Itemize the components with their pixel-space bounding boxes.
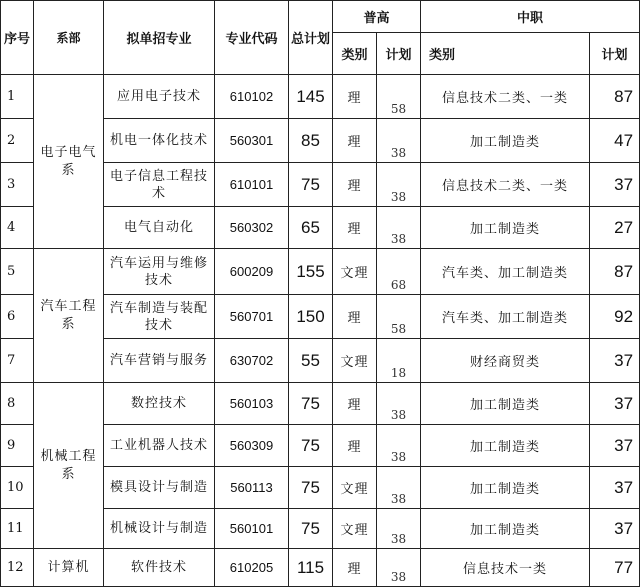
general-type: 理 [333, 383, 377, 425]
dept-cell: 汽车工程系 [34, 249, 104, 383]
major-name: 电气自动化 [104, 207, 215, 249]
table-row [1, 549, 640, 587]
general-plan: 38 [377, 163, 421, 207]
row-index: 4 [1, 207, 34, 249]
header-dept: 系部 [34, 1, 104, 75]
total-plan: 85 [289, 119, 333, 163]
major-code: 610102 [215, 75, 289, 119]
general-plan: 38 [377, 509, 421, 549]
total-plan: 155 [289, 249, 333, 295]
voc-plan: 77 [590, 549, 640, 587]
row-index: 9 [1, 425, 34, 467]
total-plan: 75 [289, 425, 333, 467]
total-plan: 55 [289, 339, 333, 383]
row-index: 12 [1, 549, 34, 587]
header-general-type: 类别 [333, 33, 377, 75]
voc-plan: 87 [590, 249, 640, 295]
major-code: 610205 [215, 549, 289, 587]
header-total: 总计划 [289, 1, 333, 75]
dept-cell: 机械工程系 [34, 383, 104, 549]
general-type: 理 [333, 163, 377, 207]
major-code: 560302 [215, 207, 289, 249]
major-name: 机电一体化技术 [104, 119, 215, 163]
header-voc-plan: 计划 [590, 33, 640, 75]
general-type: 理 [333, 295, 377, 339]
major-name: 汽车营销与服务 [104, 339, 215, 383]
major-code: 560113 [215, 467, 289, 509]
header-major: 拟单招专业 [104, 1, 215, 75]
general-plan: 38 [377, 383, 421, 425]
total-plan: 75 [289, 383, 333, 425]
major-name: 汽车运用与维修技术 [104, 249, 215, 295]
major-code: 600209 [215, 249, 289, 295]
voc-plan: 37 [590, 163, 640, 207]
major-code: 560101 [215, 509, 289, 549]
major-name: 工业机器人技术 [104, 425, 215, 467]
table-row [1, 75, 640, 119]
general-plan: 38 [377, 549, 421, 587]
voc-plan: 37 [590, 339, 640, 383]
voc-plan: 37 [590, 467, 640, 509]
general-plan: 58 [377, 295, 421, 339]
major-code: 630702 [215, 339, 289, 383]
general-type: 文理 [333, 509, 377, 549]
general-type: 理 [333, 119, 377, 163]
general-type: 文理 [333, 249, 377, 295]
general-type: 理 [333, 207, 377, 249]
major-name: 汽车制造与装配技术 [104, 295, 215, 339]
dept-cell: 计算机 [34, 549, 104, 587]
row-index: 7 [1, 339, 34, 383]
voc-type: 加工制造类 [421, 119, 590, 163]
voc-plan: 47 [590, 119, 640, 163]
voc-type: 信息技术二类、一类 [421, 163, 590, 207]
voc-type: 信息技术二类、一类 [421, 75, 590, 119]
row-index: 8 [1, 383, 34, 425]
header-seq: 序号 [1, 1, 34, 75]
general-plan: 38 [377, 119, 421, 163]
general-plan: 38 [377, 425, 421, 467]
total-plan: 65 [289, 207, 333, 249]
table-row [1, 383, 640, 425]
voc-type: 加工制造类 [421, 383, 590, 425]
general-type: 理 [333, 425, 377, 467]
general-type: 文理 [333, 467, 377, 509]
general-type: 理 [333, 75, 377, 119]
major-code: 560301 [215, 119, 289, 163]
major-name: 数控技术 [104, 383, 215, 425]
total-plan: 75 [289, 509, 333, 549]
general-type: 理 [333, 549, 377, 587]
general-plan: 38 [377, 207, 421, 249]
voc-type: 财经商贸类 [421, 339, 590, 383]
voc-type: 加工制造类 [421, 425, 590, 467]
row-index: 1 [1, 75, 34, 119]
header-general: 普高 [333, 1, 421, 33]
general-plan: 38 [377, 467, 421, 509]
voc-type: 汽车类、加工制造类 [421, 249, 590, 295]
major-code: 610101 [215, 163, 289, 207]
total-plan: 115 [289, 549, 333, 587]
total-plan: 150 [289, 295, 333, 339]
row-index: 6 [1, 295, 34, 339]
general-type: 文理 [333, 339, 377, 383]
row-index: 10 [1, 467, 34, 509]
total-plan: 145 [289, 75, 333, 119]
voc-plan: 37 [590, 509, 640, 549]
row-index: 3 [1, 163, 34, 207]
table-row [1, 249, 640, 295]
header-voc-type: 类别 [421, 33, 590, 75]
major-name: 电子信息工程技术 [104, 163, 215, 207]
voc-type: 加工制造类 [421, 207, 590, 249]
major-code: 560701 [215, 295, 289, 339]
voc-plan: 87 [590, 75, 640, 119]
general-plan: 68 [377, 249, 421, 295]
voc-type: 加工制造类 [421, 509, 590, 549]
voc-plan: 37 [590, 383, 640, 425]
general-plan: 58 [377, 75, 421, 119]
voc-plan: 37 [590, 425, 640, 467]
row-index: 5 [1, 249, 34, 295]
dept-cell: 电子电气系 [34, 75, 104, 249]
header-general-plan: 计划 [377, 33, 421, 75]
general-plan: 18 [377, 339, 421, 383]
voc-type: 加工制造类 [421, 467, 590, 509]
major-name: 模具设计与制造 [104, 467, 215, 509]
voc-plan: 92 [590, 295, 640, 339]
voc-type: 信息技术一类 [421, 549, 590, 587]
voc-type: 汽车类、加工制造类 [421, 295, 590, 339]
row-index: 2 [1, 119, 34, 163]
total-plan: 75 [289, 467, 333, 509]
major-name: 机械设计与制造 [104, 509, 215, 549]
voc-plan: 27 [590, 207, 640, 249]
major-code: 560309 [215, 425, 289, 467]
major-code: 560103 [215, 383, 289, 425]
header-code: 专业代码 [215, 1, 289, 75]
header-vocational: 中职 [421, 1, 640, 33]
row-index: 11 [1, 509, 34, 549]
major-name: 应用电子技术 [104, 75, 215, 119]
major-name: 软件技术 [104, 549, 215, 587]
total-plan: 75 [289, 163, 333, 207]
